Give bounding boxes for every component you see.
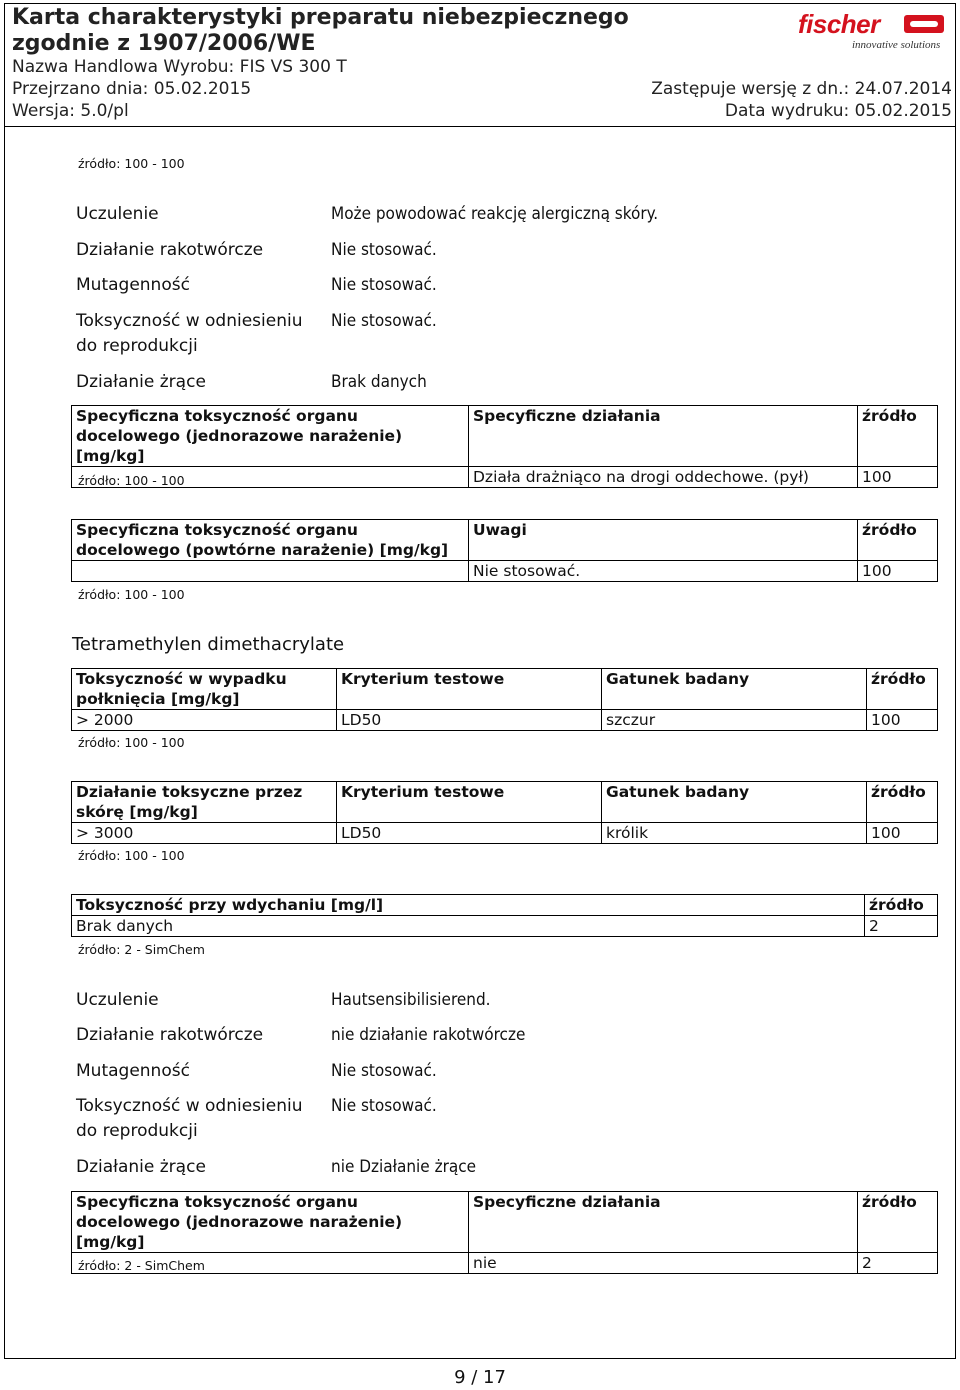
table-cell (72, 561, 469, 582)
source-note: źródło: 100 - 100 (78, 473, 185, 488)
source-note: źródło: 100 - 100 (78, 587, 185, 602)
fischer-logo (798, 9, 948, 53)
table-header-cell: Specyficzna toksyczność organu docelowego (jednorazowe narażenie) [mg/kg] (72, 1192, 469, 1253)
version: Wersja: 5.0/pl (12, 101, 129, 121)
source-note: źródło: 2 - SimChem (78, 1258, 205, 1273)
table-header-cell: źródło (865, 895, 938, 916)
prop-value-corrosive: nie Działanie żrące (331, 1157, 477, 1177)
logo-wordmark: fischer (798, 9, 880, 39)
table-cell: LD50 (337, 710, 602, 731)
document-title: Karta charakterystyki preparatu niebezpiecznego (12, 5, 629, 30)
logo-tagline: innovative solutions (852, 39, 941, 51)
prop-label-carcinogenicity: Działanie rakotwórcze (76, 240, 264, 260)
revision-date: Przejrzano dnia: 05.02.2015 (12, 79, 252, 99)
table-header-cell: Gatunek badany (602, 669, 867, 710)
page-number: 9 / 17 (454, 1367, 506, 1388)
table-header-cell: Kryterium testowe (337, 782, 602, 823)
table-row (72, 823, 938, 844)
table-header-cell: źródło (858, 406, 938, 467)
logo-badge-icon (904, 15, 944, 33)
document-header (4, 3, 956, 127)
table-header-cell: Uwagi (469, 520, 858, 561)
source-note: źródło: 100 - 100 (78, 156, 185, 171)
prop-label-reproductive: Toksyczność w odniesieniu do reprodukcji (76, 311, 303, 356)
prop-label-mutagenicity: Mutagenność (76, 275, 190, 295)
table-cell: LD50 (337, 823, 602, 844)
table-header-cell: Specyficzne działania (469, 406, 858, 467)
prop-value-sensitization: Hautsensibilisierend. (331, 990, 491, 1010)
table-cell: > 2000 (72, 710, 337, 731)
table-header-cell: źródło (867, 782, 938, 823)
table-header-cell: Działanie toksyczne przez skórę [mg/kg] (72, 782, 337, 823)
table-header-row (72, 782, 938, 823)
table-header-cell: Toksyczność w wypadku połknięcia [mg/kg] (72, 669, 337, 710)
replaces-version: Zastępuje wersję z dn.: 24.07.2014 (651, 79, 952, 99)
prop-label-sensitization: Uczulenie (76, 990, 159, 1010)
table-header-cell: Specyficzna toksyczność organu docelowego (powtórne narażenie) [mg/kg] (72, 520, 469, 561)
table-header-cell: Specyficzne działania (469, 1192, 858, 1253)
table-header-row (72, 669, 938, 710)
prop-label-mutagenicity: Mutagenność (76, 1061, 190, 1081)
table-header-cell: źródło (858, 1192, 938, 1253)
oral-toxicity-table (71, 668, 938, 731)
prop-label-corrosive: Działanie żrące (76, 372, 206, 392)
table-header-cell: źródło (858, 520, 938, 561)
table-cell: > 3000 (72, 823, 337, 844)
prop-value-carcinogenicity: nie działanie rakotwórcze (331, 1025, 526, 1045)
table-header-cell: źródło (867, 669, 938, 710)
table-cell: 2 (865, 916, 938, 937)
table-row (72, 467, 938, 488)
table-cell: nie (469, 1253, 858, 1274)
table-header-cell: Toksyczność przy wdychaniu [mg/l] (72, 895, 865, 916)
table-cell: Brak danych (72, 916, 865, 937)
prop-value-reproductive: Nie stosować. (331, 311, 437, 331)
table-cell: Działa drażniąco na drogi oddechowe. (pył) (469, 467, 858, 488)
prop-label-sensitization: Uczulenie (76, 204, 159, 224)
product-name: Nazwa Handlowa Wyrobu: FIS VS 300 T (12, 57, 347, 77)
table-header-row (72, 1192, 938, 1253)
table-header-cell: Gatunek badany (602, 782, 867, 823)
dermal-toxicity-table (71, 781, 938, 844)
source-note: źródło: 100 - 100 (78, 848, 185, 863)
table-cell: Nie stosować. (469, 561, 858, 582)
prop-value-carcinogenicity: Nie stosować. (331, 240, 437, 260)
prop-label-reproductive: Toksyczność w odniesieniu do reprodukcji (76, 1096, 303, 1141)
table-header-cell: Specyficzna toksyczność organu docelowego (jednorazowe narażenie) [mg/kg] (72, 406, 469, 467)
source-note: źródło: 2 - SimChem (78, 942, 205, 957)
prop-value-sensitization: Może powodować reakcję alergiczną skóry. (331, 204, 659, 224)
inhalation-toxicity-table (71, 894, 938, 937)
table-cell: szczur (602, 710, 867, 731)
table-cell: 100 (858, 561, 938, 582)
table-header-cell: Kryterium testowe (337, 669, 602, 710)
prop-value-corrosive: Brak danych (331, 372, 427, 392)
table-row (72, 710, 938, 731)
table-cell: 100 (867, 823, 938, 844)
table-header-row (72, 406, 938, 467)
table-header-row (72, 520, 938, 561)
table-cell: królik (602, 823, 867, 844)
substance-heading: Tetramethylen dimethacrylate (72, 634, 345, 655)
prop-value-mutagenicity: Nie stosować. (331, 275, 437, 295)
table-cell: 2 (858, 1253, 938, 1274)
table-row (72, 561, 938, 582)
prop-value-mutagenicity: Nie stosować. (331, 1061, 437, 1081)
table-row (72, 916, 938, 937)
source-note: źródło: 100 - 100 (78, 735, 185, 750)
prop-label-corrosive: Działanie żrące (76, 1157, 206, 1177)
table-cell: 100 (858, 467, 938, 488)
prop-label-carcinogenicity: Działanie rakotwórcze (76, 1025, 264, 1045)
print-date: Data wydruku: 05.02.2015 (724, 101, 952, 121)
stot-single-table (71, 405, 938, 488)
prop-value-reproductive: Nie stosować. (331, 1096, 437, 1116)
document-regulation: zgodnie z 1907/2006/WE (12, 31, 316, 56)
stot-repeat-table (71, 519, 938, 582)
table-cell: 100 (867, 710, 938, 731)
table-header-row (72, 895, 938, 916)
